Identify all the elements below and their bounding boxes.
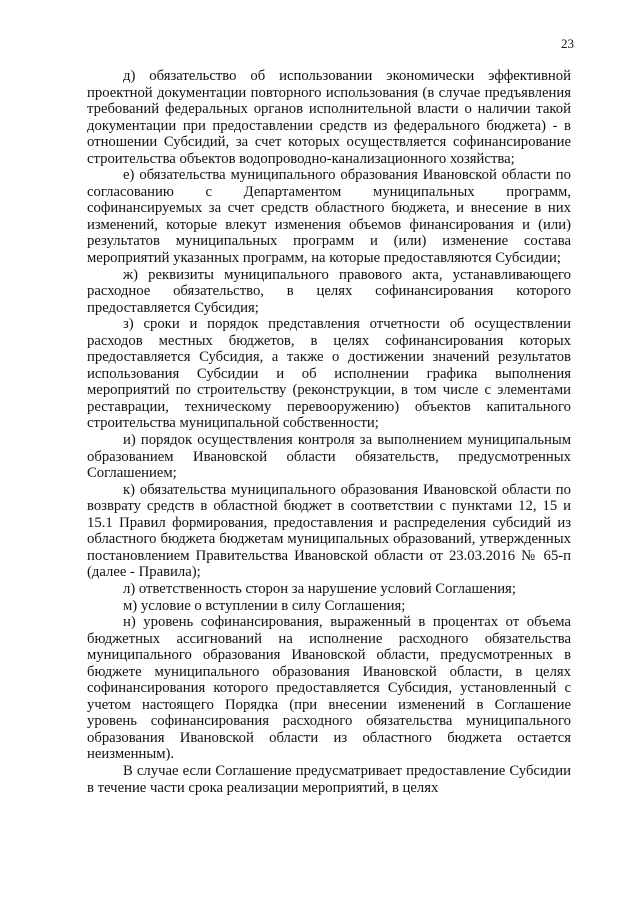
- paragraph-z: з) сроки и порядок представления отчетности об осуществлении расходов местных бюджетов, в целях софинансирования которых предоставляется Субсидия, а также о достижении значений результатов использования Субсидии и об исполнении графика выполнения мероприятий по строительству (реконструкции, в том числе с элементами реставрации, техническому перевооружению) объектов капитального строительства муниципальной собственности;: [87, 316, 571, 432]
- paragraph-closing: В случае если Соглашение предусматривает предоставление Субсидии в течение части срока реализации мероприятий, в целях: [87, 762, 571, 796]
- paragraph-i: и) порядок осуществления контроля за выполнением муниципальным образованием Ивановской области обязательств, предусмотренных Соглашением;: [87, 432, 571, 482]
- paragraph-n: н) уровень софинансирования, выраженный в процентах от объема бюджетных ассигнований на исполнение расходного обязательства муниципального образования Ивановской области, предусмотренных в бюджете муниципального образования Ивановской области, в целях софинансирования которого предоставляется Субсидия, установленный с учетом настоящего Порядка (при внесении изменений в Соглашение уровень софинансирования расходного обязательства муниципального образования Ивановской области из областного бюджета остается неизменным).: [87, 614, 571, 763]
- paragraph-m: м) условие о вступлении в силу Соглашения;: [123, 597, 406, 614]
- paragraph-l: л) ответственность сторон за нарушение условий Соглашения;: [123, 580, 516, 597]
- page-number: 23: [561, 36, 574, 51]
- paragraph-k: к) обязательства муниципального образования Ивановской области по возврату средств в областной бюджет в соответствии с пунктами 12, 15 и 15.1 Правил формирования, предоставления и распределения субсидий из областного бюджета бюджетам муниципальных образований, утвержденных постановлением Правительства Ивановской области от 23.03.2016 № 65-п (далее - Правила);: [87, 481, 571, 581]
- document-body: [87, 68, 571, 796]
- paragraph-e: е) обязательства муниципального образования Ивановской области по согласованию с Департаментом муниципальных программ, софинансируемых за счет средств областного бюджета, и внесение в них изменений, которые влекут изменения объемов финансирования и (или) результатов муниципальных программ и (или) изменение состава мероприятий указанных программ, на которые предоставляются Субсидии;: [87, 167, 571, 267]
- paragraph-zh: ж) реквизиты муниципального правового акта, устанавливающего расходное обязательство, в целях софинансирования которого предоставляется Субсидия;: [87, 266, 571, 316]
- paragraph-d: д) обязательство об использовании экономически эффективной проектной документации повторного использования (в случае предъявления требований федеральных органов исполнительной власти о наличии такой документации при предоставлении средств из федерального бюджета) - в отношении Субсидий, за счет которых осуществляется софинансирование строительства объектов водопроводно-канализационного хозяйства;: [87, 68, 571, 167]
